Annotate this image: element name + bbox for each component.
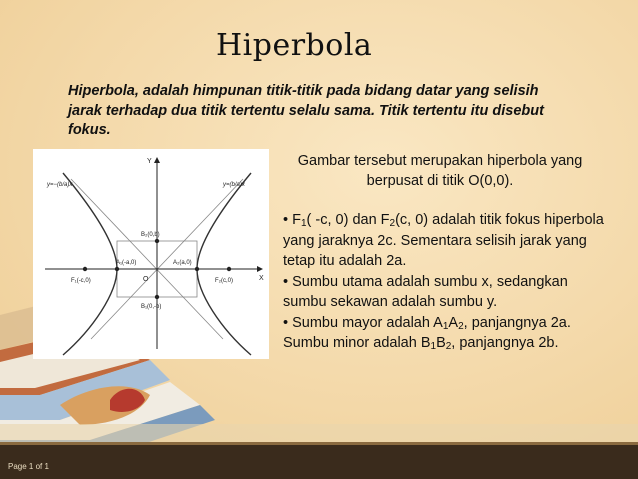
slide-title: Hiperbola [216, 28, 373, 63]
subscript: 1 [300, 218, 307, 229]
text-run: A [448, 314, 459, 331]
asymptote-line-2 [91, 179, 243, 339]
footer-text: Page 1 of 1 [8, 462, 49, 471]
left-branch [63, 173, 117, 355]
minor-point-1 [155, 295, 159, 299]
b1-label: B₁(0,-b) [141, 304, 162, 310]
subscript: 1 [442, 320, 449, 332]
f1-label: F₁(-c,0) [71, 278, 91, 284]
bottom-band [0, 442, 638, 479]
subscript: 2 [458, 320, 464, 332]
text-run: , panjangnya 2a. Sumbu minor adalah B [283, 314, 571, 351]
bullet-major-minor [283, 313, 605, 354]
focus-point-1 [83, 267, 87, 271]
focus-point-2 [227, 267, 231, 271]
b2-label: B₂(0,b) [141, 232, 160, 238]
bullet-foci [283, 210, 605, 272]
hyperbola-diagram [33, 149, 269, 359]
intro-paragraph: Hiperbola, adalah himpunan titik-titik pada bidang datar yang selisih jarak terhadap dua titik tertentu selalu sama. Titik tertentu itu disebut fokus. [68, 83, 544, 138]
bullet-list [283, 210, 605, 354]
text-run: ( -c, 0) dan F [306, 212, 390, 228]
figure-caption: Gambar tersebut merupakan hiperbola yang berpusat di titik O(0,0). [297, 153, 583, 189]
subscript: 2 [389, 218, 396, 229]
x-axis-label: X [259, 275, 264, 282]
asymptote-left-label: y=−(b/a)x [47, 182, 73, 188]
f2-label: F₂(c,0) [215, 278, 233, 284]
text-run: , panjangnya 2b. [451, 335, 559, 351]
subscript: 1 [430, 341, 437, 352]
minor-point-2 [155, 239, 159, 243]
vertex-point-1 [115, 267, 119, 271]
vertex-point-2 [195, 267, 199, 271]
a2-label: A₂(a,0) [173, 260, 192, 266]
hyperbola-figure [33, 149, 269, 359]
y-axis-label: Y [147, 158, 152, 165]
text-run: • F [283, 212, 301, 228]
asymptote-line-1 [71, 179, 223, 339]
right-branch [197, 173, 251, 355]
subscript: 2 [445, 341, 452, 352]
bullet-axes: • Sumbu utama adalah sumbu x, sedangkan sumbu sekawan adalah sumbu y. [283, 273, 568, 310]
text-run: • Sumbu mayor adalah A [283, 314, 443, 331]
text-run: B [436, 335, 446, 351]
text-run: (c, 0) adalah titik fokus hiperbola yang jaraknya 2c. Sementara selisih jarak yang tetap itu adalah 2a. [283, 212, 604, 269]
a1-label: A₁(-a,0) [116, 260, 137, 266]
origin-label: O [143, 276, 149, 283]
asymptote-right-label: y=(b/a)x [223, 182, 245, 188]
